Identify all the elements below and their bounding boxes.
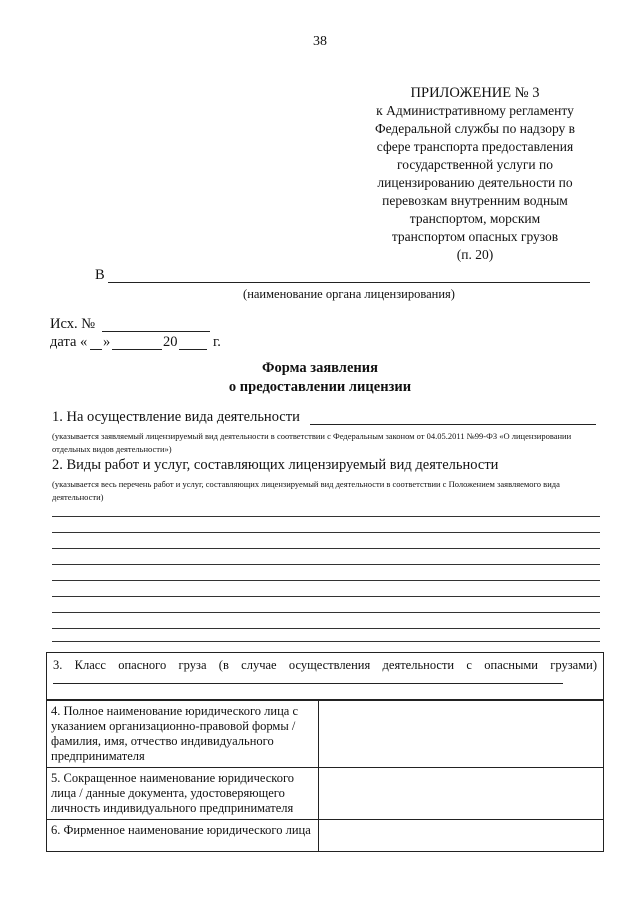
form-title-line1: Форма заявления [262, 360, 378, 376]
appendix-line: государственной услуги по [397, 157, 553, 172]
item2-note-line2: деятельности) [52, 492, 104, 502]
item2-note-line1: (указывается весь перечень работ и услуг, составляющих лицензируемый вид деятельности в соответствии с Положением заявляемого вида [52, 479, 560, 489]
date-year-prefix: 20 [163, 334, 178, 350]
row-value-field[interactable] [318, 768, 603, 820]
appendix-line: Федеральной службы по надзору в [374, 121, 576, 136]
addressee-field[interactable] [108, 282, 590, 283]
item2-note [52, 478, 600, 504]
addressee-prefix: В [95, 267, 105, 283]
item1-note [52, 430, 597, 456]
appendix-line: к Административному регламенту [376, 103, 574, 118]
outgoing-ref-label: Исх. № [50, 316, 96, 332]
answer-line[interactable] [52, 596, 600, 597]
appendix-header [330, 84, 620, 264]
answer-line[interactable] [52, 564, 600, 565]
row-label: 6. Фирменное наименование юридического лица [47, 820, 319, 852]
date-mid: » [103, 334, 111, 350]
row-value-field[interactable] [318, 701, 603, 768]
appendix-line: перевозкам внутренним водным [382, 193, 568, 208]
answer-line[interactable] [52, 548, 600, 549]
item3-label: 3. Класс опасного груза (в случае осуществления деятельности с опасными грузами) [53, 658, 597, 672]
answer-line[interactable] [52, 580, 600, 581]
date-prefix: дата « [50, 334, 88, 350]
page-number: 38 [313, 34, 327, 49]
item3-field[interactable] [53, 683, 563, 684]
appendix-line: сфере транспорта предоставления [376, 139, 574, 154]
date-year-field[interactable] [179, 349, 207, 350]
item1-label: 1. На осуществление вида деятельности [52, 409, 300, 425]
appendix-title: ПРИЛОЖЕНИЕ № 3 [410, 85, 540, 101]
answer-line[interactable] [52, 628, 600, 629]
applicant-table [46, 700, 604, 852]
table-row [47, 820, 604, 852]
table-row [47, 768, 604, 820]
answer-line[interactable] [52, 532, 600, 533]
appendix-line: транспортом, морским [409, 211, 541, 226]
table-row [47, 701, 604, 768]
addressee-caption: (наименование органа лицензирования) [243, 287, 455, 301]
item1-field[interactable] [310, 424, 596, 425]
row-value-field[interactable] [318, 820, 603, 852]
row-label: 4. Полное наименование юридического лица с указанием организационно-правовой формы / фамилия, имя, отчество индивидуального предпринимателя [47, 701, 319, 768]
item1-note-line2: отдельных видов деятельности») [52, 444, 172, 454]
date-suffix: г. [213, 334, 221, 350]
row-label: 5. Сокращенное наименование юридического лица / данные документа, удостоверяющего личность индивидуального предпринимателя [47, 768, 319, 820]
answer-line[interactable] [52, 516, 600, 517]
appendix-line: транспортом опасных грузов [391, 229, 559, 244]
form-title-line2: о предоставлении лицензии [228, 379, 412, 395]
date-day-field[interactable] [90, 349, 102, 350]
appendix-line: лицензированию деятельности по [377, 175, 573, 190]
answer-line[interactable] [52, 641, 600, 642]
item2-label: 2. Виды работ и услуг, составляющих лицензируемый вид деятельности [52, 457, 499, 473]
date-month-field[interactable] [112, 349, 162, 350]
appendix-line: (п. 20) [456, 247, 494, 262]
item1-note-line1: (указывается заявляемый лицензируемый вид деятельности в соответствии с Федеральным законом от 04.05.2011 №99-ФЗ «О лицензировании [52, 431, 572, 441]
item3-box [46, 652, 604, 700]
answer-line[interactable] [52, 612, 600, 613]
outgoing-ref-field[interactable] [102, 331, 210, 332]
